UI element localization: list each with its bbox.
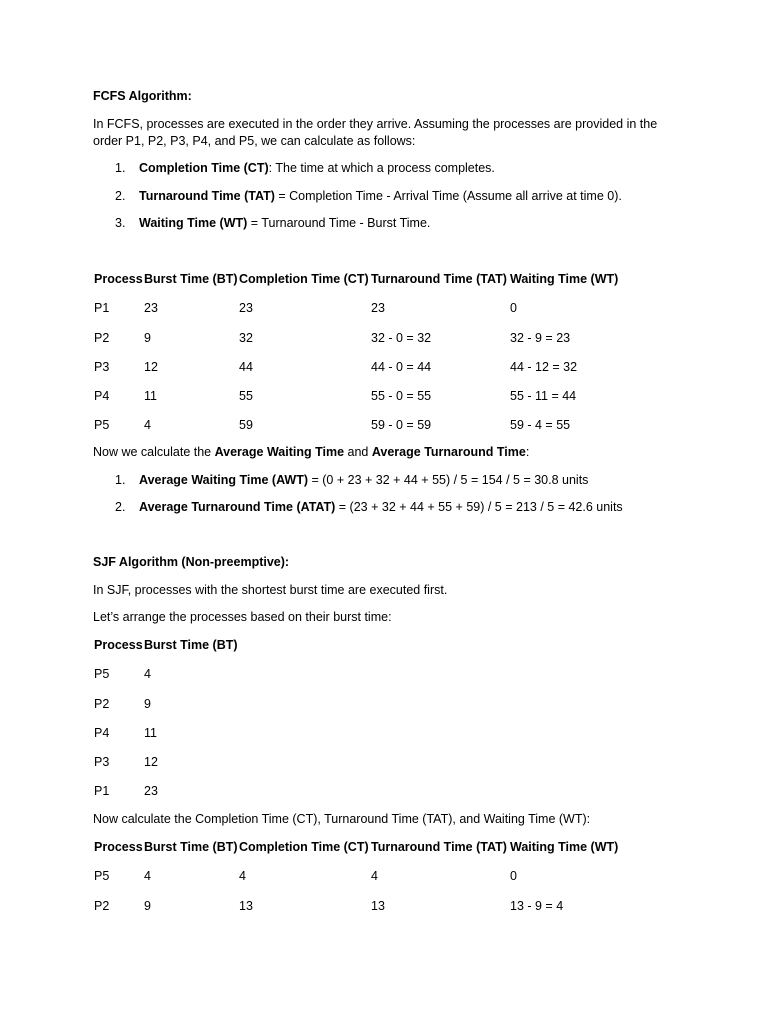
table-cell: 11 xyxy=(144,725,157,740)
list-number: 3. xyxy=(115,216,126,230)
table-cell: 12 xyxy=(144,359,158,374)
table-cell: 13 xyxy=(239,898,253,913)
table-cell: 9 xyxy=(144,330,151,345)
table-cell: 55 - 11 = 44 xyxy=(510,389,577,404)
table-header-cell: Process xyxy=(94,638,143,652)
table-cell: 13 xyxy=(371,898,385,913)
list-desc: = Completion Time - Arrival Time (Assume all arrive at time 0). xyxy=(274,189,622,203)
list-desc: : The time at which a process completes. xyxy=(268,161,495,175)
table-cell: P1 xyxy=(94,784,110,799)
table-header-cell: Process xyxy=(94,840,143,854)
table-cell: P3 xyxy=(94,755,110,770)
table-row xyxy=(93,388,630,417)
list-number: 1. xyxy=(115,473,126,487)
sjf-table xyxy=(93,839,630,927)
table-header-cell: Waiting Time (WT) xyxy=(510,272,619,286)
table-header-row xyxy=(93,839,630,868)
table-cell: 32 - 9 = 23 xyxy=(510,330,571,345)
list-term: Average Waiting Time (AWT) xyxy=(139,473,309,487)
list-number: 1. xyxy=(115,161,126,175)
list-desc: = Turnaround Time - Burst Time. xyxy=(247,216,431,230)
table-cell: P4 xyxy=(94,725,110,740)
table-cell: P5 xyxy=(94,667,110,682)
table-header-row xyxy=(93,637,238,666)
table-row xyxy=(93,725,238,754)
table-cell: P4 xyxy=(94,389,110,404)
table-cell: P5 xyxy=(94,869,110,884)
table-cell: 55 - 0 = 55 xyxy=(371,389,432,404)
table-cell: 32 xyxy=(239,330,253,345)
table-header-cell: Burst Time (BT) xyxy=(144,840,238,854)
table-header-cell: Waiting Time (WT) xyxy=(510,840,619,854)
fcfs-heading: FCFS Algorithm: xyxy=(93,89,192,103)
list-term: Average Turnaround Time (ATAT) xyxy=(139,500,336,514)
table-cell: 4 xyxy=(371,869,378,884)
table-header-cell: Completion Time (CT) xyxy=(239,840,369,854)
table-header-cell: Burst Time (BT) xyxy=(144,272,238,286)
table-cell: 12 xyxy=(144,755,158,770)
table-cell: 44 xyxy=(239,359,253,374)
sjf-calc-intro: Now calculate the Completion Time (CT), Turnaround Time (TAT), and Waiting Time (WT): xyxy=(93,812,591,826)
sjf-sorted-table xyxy=(93,637,238,813)
list-term: Turnaround Time (TAT) xyxy=(139,189,275,203)
table-row xyxy=(93,868,630,897)
table-cell: 44 - 0 = 44 xyxy=(371,359,432,374)
table-cell: 55 xyxy=(239,389,253,404)
table-cell: 9 xyxy=(144,696,151,711)
table-header-row xyxy=(93,271,630,300)
table-row xyxy=(93,783,238,812)
table-cell: 4 xyxy=(239,869,246,884)
table-row xyxy=(93,417,630,446)
table-row xyxy=(93,754,238,783)
average-intro: Now we calculate the Average Waiting Time and Average Turnaround Time: xyxy=(93,445,530,459)
list-number: 2. xyxy=(115,500,126,514)
list-number: 2. xyxy=(115,189,126,203)
table-cell: 11 xyxy=(144,389,157,404)
table-cell: P2 xyxy=(94,696,110,711)
table-cell: 0 xyxy=(510,869,517,884)
table-cell: 23 xyxy=(144,784,158,799)
table-cell: 23 xyxy=(239,301,253,316)
list-desc: = (23 + 32 + 44 + 55 + 59) / 5 = 213 / 5 = 42.6 units xyxy=(335,500,623,514)
table-cell: 9 xyxy=(144,898,151,913)
table-header-cell: Burst Time (BT) xyxy=(144,638,238,652)
list-term: Completion Time (CT) xyxy=(139,161,269,175)
table-cell: P2 xyxy=(94,898,110,913)
table-cell: 44 - 12 = 32 xyxy=(510,359,578,374)
table-row xyxy=(93,359,630,388)
table-row xyxy=(93,666,238,695)
fcfs-table xyxy=(93,271,630,447)
table-header-cell: Turnaround Time (TAT) xyxy=(371,840,507,854)
table-row xyxy=(93,696,238,725)
fcfs-intro-cont: order P1, P2, P3, P4, and P5, we can calculate as follows: xyxy=(93,134,416,148)
table-cell: P2 xyxy=(94,330,110,345)
table-cell: 23 xyxy=(144,301,158,316)
sjf-intro: In SJF, processes with the shortest burst time are executed first. xyxy=(93,583,448,597)
table-cell: 23 xyxy=(371,301,385,316)
table-cell: 32 - 0 = 32 xyxy=(371,330,432,345)
table-row xyxy=(93,898,630,927)
table-header-cell: Process xyxy=(94,272,143,286)
table-cell: 4 xyxy=(144,667,151,682)
table-cell: 59 - 0 = 59 xyxy=(371,418,432,433)
table-header-cell: Turnaround Time (TAT) xyxy=(371,272,507,286)
table-cell: 59 xyxy=(239,418,253,433)
table-cell: 13 - 9 = 4 xyxy=(510,898,564,913)
table-cell: P3 xyxy=(94,359,110,374)
sjf-arrange-text: Let’s arrange the processes based on their burst time: xyxy=(93,610,392,624)
table-cell: 0 xyxy=(510,301,517,316)
table-cell: 4 xyxy=(144,869,151,884)
sjf-heading: SJF Algorithm (Non-preemptive): xyxy=(93,555,290,569)
fcfs-intro: In FCFS, processes are executed in the order they arrive. Assuming the processes are provided in the xyxy=(93,117,658,131)
table-cell: 59 - 4 = 55 xyxy=(510,418,571,433)
table-row xyxy=(93,330,630,359)
list-term: Waiting Time (WT) xyxy=(139,216,248,230)
table-cell: P1 xyxy=(94,301,110,316)
table-cell: 4 xyxy=(144,418,151,433)
table-cell: P5 xyxy=(94,418,110,433)
table-header-cell: Completion Time (CT) xyxy=(239,272,369,286)
list-desc: = (0 + 23 + 32 + 44 + 55) / 5 = 154 / 5 = 30.8 units xyxy=(308,473,589,487)
table-row xyxy=(93,300,630,329)
